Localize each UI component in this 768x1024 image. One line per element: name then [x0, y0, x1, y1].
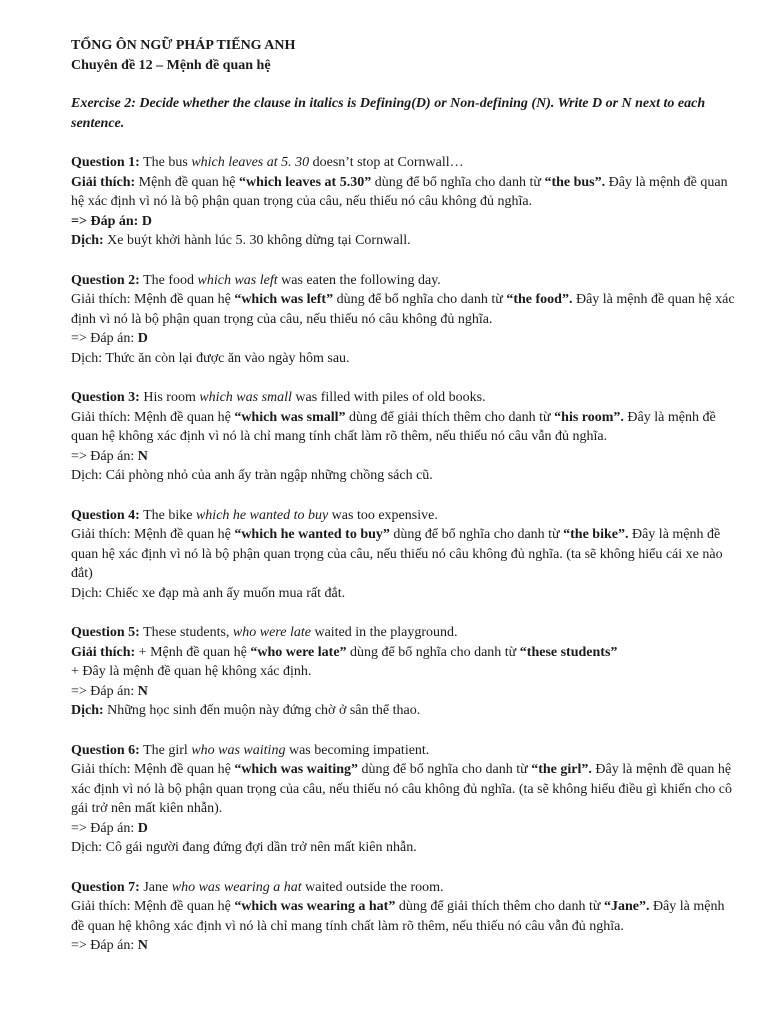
translation-label: Dịch:: [71, 468, 103, 483]
question-sentence: [71, 506, 738, 526]
explanation-noun: “his room”.: [554, 409, 624, 425]
explanation-mid: dùng để bổ nghĩa cho danh từ: [371, 174, 545, 190]
translation-text: Xe buýt khởi hành lúc 5. 30 không dừng tại Cornwall.: [103, 233, 411, 248]
explanation-mid: dùng để bổ nghĩa cho danh từ: [358, 762, 532, 777]
explanation-label: Giải thích:: [71, 292, 131, 307]
sentence-post: was filled with piles of old books.: [291, 390, 486, 405]
explanation-label: Giải thích:: [71, 409, 131, 425]
explanation-post: Đây là mệnh đề quan hệ xác định vì nó là bộ phận quan trọng của câu, nếu thiếu nó câu không đủ nghĩa. (ta sẽ không hiểu cái xe nào đắt): [71, 527, 723, 581]
explanation-clause: “which was small”: [234, 409, 346, 425]
question-sentence: [71, 388, 738, 408]
sentence-clause: who were late: [232, 625, 311, 640]
translation-text: Cô gái người đang đứng đợi dần trở nên mất kiên nhẫn.: [102, 840, 417, 855]
question-block: [71, 506, 738, 604]
explanation-pre: + Mệnh đề quan hệ: [135, 644, 251, 660]
explanation-label: Giải thích:: [71, 762, 131, 777]
answer-prefix: => Đáp án:: [71, 938, 138, 953]
answer-value: D: [141, 213, 152, 229]
explanation: [71, 643, 738, 663]
translation: [71, 838, 738, 858]
explanation-pre: Mệnh đề quan hệ: [130, 762, 235, 777]
translation-label: Dịch:: [71, 233, 104, 248]
explanation-post: Đây là mệnh đề quan hệ xác định vì nó là bộ phận quan trọng của câu, nếu thiếu nó câu không đủ nghĩa. (ta sẽ không hiểu điều gì khiến cho cô gái trở nên mất kiên nhẫn).: [71, 762, 732, 816]
sentence-clause: who was waiting: [191, 742, 286, 758]
exercise-label: Exercise 2: [71, 96, 132, 111]
answer-value: N: [137, 683, 148, 699]
question-label: Question 6:: [71, 742, 140, 758]
explanation-pre: Mệnh đề quan hệ: [130, 899, 235, 914]
explanation: [71, 525, 738, 584]
explanation-post: Đây là mệnh đề quan hệ xác định vì nó là bộ phận quan trọng của câu, nếu thiếu nó câu không đủ nghĩa.: [71, 174, 728, 209]
translation: [71, 701, 738, 721]
translation: [71, 231, 738, 251]
explanation-post: Đây là mệnh đề quan hệ không xác định vì nó là chỉ mang tính chất làm rõ thêm, nếu thiếu nó câu vẫn đủ nghĩa.: [71, 409, 716, 444]
sentence-pre: The bike: [139, 507, 196, 523]
explanation-clause: “which he wanted to buy”: [234, 527, 390, 542]
explanation-clause: “which was left”: [234, 292, 334, 307]
explanation-label: Giải thích:: [71, 174, 136, 190]
answer-line: [71, 212, 738, 232]
question-sentence: [71, 271, 738, 291]
sentence-pre: These students,: [139, 625, 233, 640]
question-label: Question 2:: [71, 272, 140, 288]
explanation-noun: “the bus”.: [544, 174, 606, 190]
explanation-clause: “which leaves at 5.30”: [238, 174, 372, 190]
translation: [71, 584, 738, 604]
sentence-pre: The girl: [139, 742, 192, 758]
explanation-pre: Mệnh đề quan hệ: [130, 292, 235, 307]
explanation-noun: “Jane”.: [603, 899, 650, 914]
question-sentence: [71, 878, 738, 898]
sentence-post: waited in the playground.: [310, 625, 458, 640]
sentence-clause: who was wearing a hat: [171, 879, 302, 895]
explanation-mid: dùng để bổ nghĩa cho danh từ: [333, 292, 507, 307]
explanation-post: Đây là mệnh đề quan hệ không xác định vì nó là chỉ mang tính chất làm rõ thêm, nếu thiếu nó câu vẫn đủ nghĩa.: [71, 899, 725, 934]
answer-line: [71, 329, 738, 349]
exercise-instruction: [71, 94, 738, 133]
document-title: TỔNG ÔN NGỮ PHÁP TIẾNG ANH: [71, 38, 296, 53]
sentence-clause: which leaves at 5. 30: [191, 155, 310, 170]
answer-line: [71, 682, 738, 702]
answer-prefix: => Đáp án:: [71, 820, 138, 836]
question-sentence: [71, 623, 738, 643]
sentence-pre: The food: [139, 272, 198, 288]
sentence-clause: which was small: [199, 390, 292, 405]
question-sentence: [71, 741, 738, 761]
translation-label: Dịch:: [71, 350, 103, 366]
question-block: [71, 153, 738, 251]
explanation: [71, 290, 738, 329]
exercise-text: : Decide whether the clause in italics is Defining(D) or Non-defining (N). Write D or N next to each sentence.: [71, 96, 706, 131]
explanation-label: Giải thích:: [71, 644, 136, 660]
translation-label: Dịch:: [71, 585, 103, 601]
answer-prefix: => Đáp án:: [71, 683, 138, 699]
explanation-label: Giải thích:: [71, 899, 131, 914]
question-sentence: [71, 153, 738, 173]
explanation: [71, 173, 738, 212]
explanation-clause: “which was wearing a hat”: [234, 899, 396, 914]
translation-label: Dịch:: [71, 703, 104, 718]
question-block: [71, 878, 738, 956]
answer-line: [71, 936, 738, 956]
explanation: [71, 408, 738, 447]
document-subtitle: Chuyên đề 12 – Mệnh đề quan hệ: [71, 57, 271, 73]
translation-label: Dịch:: [71, 840, 103, 855]
sentence-pre: His room: [139, 390, 200, 405]
explanation-clause: “who were late”: [250, 644, 347, 660]
explanation: [71, 897, 738, 936]
answer-prefix: => Đáp án:: [71, 213, 142, 229]
sentence-post: was eaten the following day.: [277, 272, 441, 288]
answer-line: [71, 447, 738, 467]
explanation-noun: “the bike”.: [563, 527, 629, 542]
explanation-pre: Mệnh đề quan hệ: [130, 527, 235, 542]
question-label: Question 4:: [71, 507, 140, 523]
sentence-clause: which was left: [197, 272, 278, 288]
explanation-mid: dùng để bổ nghĩa cho danh từ: [389, 527, 564, 542]
sentence-pre: Jane: [139, 879, 172, 895]
question-block: [71, 741, 738, 858]
sentence-clause: which he wanted to buy: [195, 507, 329, 523]
translation-text: Những học sinh đến muộn này đứng chờ ở sân thể thao.: [103, 703, 421, 718]
answer-value: D: [137, 331, 148, 346]
explanation-mid: dùng để bổ nghĩa cho danh từ: [346, 644, 520, 660]
explanation-noun: “the food”.: [506, 292, 573, 307]
question-label: Question 5:: [71, 625, 140, 640]
answer-prefix: => Đáp án:: [71, 331, 138, 346]
sentence-post: waited outside the room.: [301, 879, 444, 895]
explanation-post: Đây là mệnh đề quan hệ xác định vì nó là bộ phận quan trọng của câu, nếu thiếu nó câu không đủ nghĩa.: [71, 292, 735, 327]
explanation-pre: Mệnh đề quan hệ: [130, 409, 235, 425]
explanation-pre: Mệnh đề quan hệ: [135, 174, 239, 190]
explanation-clause: “which was waiting”: [234, 762, 358, 777]
explanation-extra: + Đây là mệnh đề quan hệ không xác định.: [71, 664, 312, 679]
question-label: Question 3:: [71, 390, 140, 405]
translation: [71, 349, 738, 369]
sentence-pre: The bus: [139, 155, 192, 170]
question-list: [71, 153, 738, 956]
question-block: [71, 271, 738, 369]
translation-text: Thức ăn còn lại được ăn vào ngày hôm sau.: [102, 350, 350, 366]
sentence-post: was becoming impatient.: [285, 742, 430, 758]
explanation-mid: dùng để giải thích thêm cho danh từ: [345, 409, 555, 425]
sentence-post: was too expensive.: [328, 507, 438, 523]
question-block: [71, 623, 738, 721]
explanation-noun: “these students”: [519, 644, 618, 660]
translation: [71, 466, 738, 486]
translation-text: Cái phòng nhỏ của anh ấy tràn ngập những chồng sách cũ.: [102, 468, 433, 483]
question-label: Question 1:: [71, 155, 140, 170]
answer-value: N: [137, 448, 148, 464]
answer-value: N: [137, 938, 148, 953]
sentence-post: doesn’t stop at Cornwall…: [309, 155, 464, 170]
question-block: [71, 388, 738, 486]
answer-prefix: => Đáp án:: [71, 448, 138, 464]
answer-line: [71, 819, 738, 839]
translation-text: Chiếc xe đạp mà anh ấy muốn mua rất đắt.: [102, 585, 346, 601]
explanation-noun: “the girl”.: [531, 762, 592, 777]
explanation-label: Giải thích:: [71, 527, 131, 542]
answer-value: D: [137, 820, 148, 836]
explanation-mid: dùng để giải thích thêm cho danh từ: [395, 899, 604, 914]
explanation: [71, 760, 738, 819]
question-label: Question 7:: [71, 879, 140, 895]
